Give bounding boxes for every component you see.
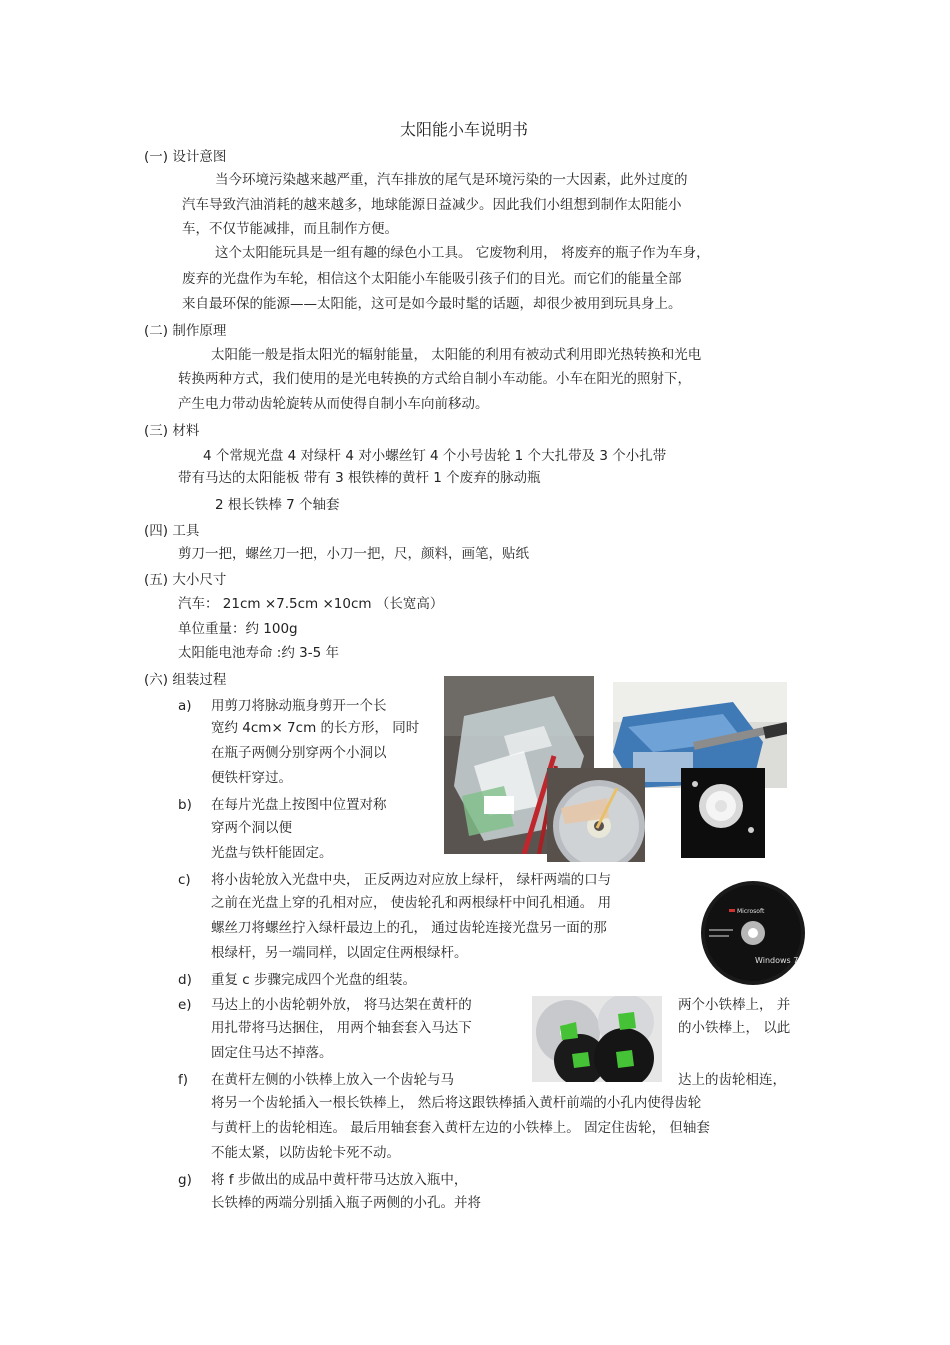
section-heading-materials: (三) 材料	[144, 423, 200, 439]
step-f-line: 与黄杆上的齿轮相连。 最后用轴套套入黄杆左边的小铁棒上。 固定住齿轮， 但轴套	[211, 1120, 710, 1136]
materials-line: 2 根长铁棒 7 个轴套	[215, 497, 340, 513]
size-line: 汽车： 21cm ×7.5cm ×10cm （长宽高）	[178, 596, 444, 612]
materials-line: 带有马达的太阳能板 带有 3 根铁棒的黄杆 1 个废弃的脉动瓶	[178, 470, 541, 486]
step-e-line: 马达上的小齿轮朝外放， 将马达架在黄杆的	[211, 997, 472, 1013]
tools-line: 剪刀一把，螺丝刀一把，小刀一把，尺，颜料，画笔，贴纸	[178, 546, 529, 562]
paragraph-line: 汽车导致汽油消耗的越来越多，地球能源日益减少。因此我们小组想到制作太阳能小	[182, 197, 682, 213]
step-label-c: c)	[178, 872, 191, 888]
paragraph-line: 废弃的光盘作为车轮，相信这个太阳能小车能吸引孩子们的目光。而它们的能量全部	[182, 271, 682, 287]
materials-line: 4 个常规光盘 4 对绿杆 4 对小螺丝钉 4 个小号齿轮 1 个大扎带及 3 个小扎带	[203, 448, 667, 464]
assembled-wheels-photo	[532, 996, 662, 1082]
step-e-line: 固定住马达不掉落。	[211, 1045, 333, 1061]
step-g-line: 长铁棒的两端分别插入瓶子两侧的小孔。并将	[211, 1195, 481, 1211]
step-c-line: 将小齿轮放入光盘中央， 正反两边对应放上绿杆， 绿杆两端的口与	[211, 872, 612, 888]
paragraph-line: 产生电力带动齿轮旋转从而使得自制小车向前移动。	[178, 396, 489, 412]
step-label-d: d)	[178, 972, 192, 988]
paragraph-line: 这个太阳能玩具是一组有趣的绿色小工具。 它废物利用， 将废弃的瓶子作为车身，	[215, 245, 710, 261]
paragraph-line: 车，不仅节能减排，而且制作方便。	[182, 221, 398, 237]
paragraph-line: 当今环境污染越来越严重，汽车排放的尾气是环境污染的一大因素，此外过度的	[215, 172, 688, 188]
cd-piercing-photo	[547, 768, 645, 862]
step-f-line: 不能太紧，以防齿轮卡死不动。	[211, 1145, 400, 1161]
section-heading-assembly: (六) 组装过程	[144, 672, 227, 688]
paragraph-line: 转换两种方式，我们使用的是光电转换的方式给自制小车动能。小车在阳光的照射下，	[178, 371, 691, 387]
step-e-right-line: 的小铁棒上， 以此	[678, 1020, 791, 1036]
cd-hub-photo	[681, 768, 765, 858]
step-label-e: e)	[178, 997, 192, 1013]
windows-cd-photo	[699, 879, 808, 987]
step-c-line: 螺丝刀将螺丝拧入绿杆最边上的孔， 通过齿轮连接光盘另一面的那	[211, 920, 607, 936]
step-f-line: 在黄杆左侧的小铁棒上放入一个齿轮与马	[211, 1072, 454, 1088]
step-e-line: 用扎带将马达捆住， 用两个轴套套入马达下	[211, 1020, 472, 1036]
step-f-line: 将另一个齿轮插入一根长铁棒上， 然后将这跟铁棒插入黄杆前端的小孔内使得齿轮	[211, 1095, 702, 1111]
step-label-a: a)	[178, 698, 192, 714]
paragraph-line: 来自最环保的能源——太阳能，这可是如今最时髦的话题，却很少被用到玩具身上。	[182, 296, 682, 312]
step-label-g: g)	[178, 1172, 192, 1188]
cd-brand-text: Microsoft	[737, 908, 765, 915]
step-label-f: f)	[178, 1072, 189, 1088]
section-heading-size: (五) 大小尺寸	[144, 572, 227, 588]
step-b-line: 穿两个洞以便	[211, 820, 292, 836]
step-b-line: 在每片光盘上按图中位置对称	[211, 797, 387, 813]
page-title: 太阳能小车说明书	[400, 120, 529, 139]
step-c-line: 根绿杆，另一端同样，以固定住两根绿杆。	[211, 945, 468, 961]
step-d-line: 重复 c 步骤完成四个光盘的组装。	[211, 972, 417, 988]
step-g-line: 将 f 步做出的成品中黄杆带马达放入瓶中，	[211, 1172, 468, 1188]
step-label-b: b)	[178, 797, 192, 813]
cd-label-text: Windows 7	[755, 956, 799, 965]
step-b-line: 光盘与铁杆能固定。	[211, 845, 333, 861]
step-a-line: 宽约 4cm× 7cm 的长方形， 同时	[211, 720, 420, 736]
step-a-line: 便铁杆穿过。	[211, 770, 292, 786]
battery-line: 太阳能电池寿命 :约 3-5 年	[178, 645, 339, 661]
section-heading-design: (一) 设计意图	[144, 149, 227, 165]
step-e-right-line: 两个小铁棒上， 并	[678, 997, 791, 1013]
step-c-line: 之前在光盘上穿的孔相对应， 使齿轮孔和两根绿杆中间孔相通。 用	[211, 895, 612, 911]
step-f-right-line: 达上的齿轮相连，	[678, 1072, 786, 1088]
weight-line: 单位重量：约 100g	[178, 621, 298, 637]
step-a-line: 在瓶子两侧分别穿两个小洞以	[211, 745, 387, 761]
section-heading-principle: (二) 制作原理	[144, 323, 227, 339]
paragraph-line: 太阳能一般是指太阳光的辐射能量， 太阳能的利用有被动式利用即光热转换和光电	[211, 347, 702, 363]
section-heading-tools: (四) 工具	[144, 523, 200, 539]
step-a-line: 用剪刀将脉动瓶身剪开一个长	[211, 698, 387, 714]
